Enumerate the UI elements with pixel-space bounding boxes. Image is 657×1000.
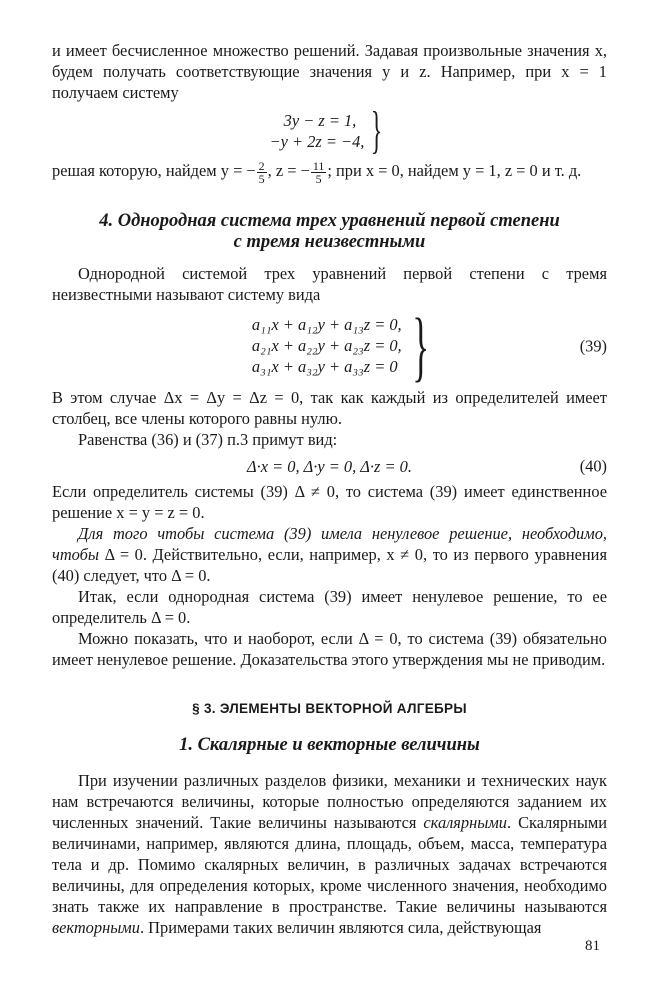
page-number: 81 — [585, 938, 600, 954]
equation-number: (40) — [579, 456, 607, 476]
paragraph — [52, 770, 607, 938]
text-run: Δ = 0. Действительно, если, например, x ≠ 0, то из первого уравнения (40) следует, что Δ = 0. — [52, 544, 607, 585]
text-run: . Примерами таких величин являются сила, действующая — [139, 917, 542, 937]
equation-line: Δ·x = 0, Δ·y = 0, Δ·z = 0. — [247, 456, 412, 476]
fraction-numerator: 11 — [312, 158, 325, 173]
paragraph: Равенства (36) и (37) п.3 примут вид: — [78, 429, 338, 449]
paragraph: В этом случае Δx = Δy = Δz = 0, так как каждый из определителей имеет столбец, все члены которого равны нулю. — [52, 387, 607, 428]
fraction-denominator: 5 — [315, 171, 322, 186]
equation-40 — [52, 456, 607, 477]
equation-39 — [52, 301, 607, 389]
fraction-numerator: 2 — [258, 158, 265, 173]
section-title — [52, 211, 607, 253]
italic-text: векторными — [52, 917, 140, 937]
text-run: ; при x = 0, найдем y = 1, z = 0 и т. д. — [327, 161, 582, 180]
paragraph — [52, 523, 607, 586]
right-brace: } — [371, 102, 383, 159]
equation-number: (39) — [579, 336, 607, 356]
equation-line: 3y − z = 1, — [283, 111, 357, 130]
text-run: решая которую, найдем y = − — [52, 161, 256, 180]
paragraph: Однородной системой трех уравнений первой степени с тремя неизвестными называют систему вида — [52, 263, 607, 304]
italic-text: скалярными — [423, 812, 507, 832]
text-run: . Скалярными величинами, например, являются длина, площадь, объем, масса, температура тела и др. Помимо скалярных величин, в различных задачах встречаются величины, для определения которых, кроме численного значения, необходимо знать также их направление в пространстве. Такие величины называются — [52, 812, 607, 916]
paragraph — [52, 159, 607, 185]
text-run: При изучении различных разделов физики, механики и технических наук нам встречаются величины, которые полностью определяются заданием их численных значений. Такие величины называются — [52, 770, 607, 832]
text-run: , z = − — [267, 161, 310, 180]
subsection-title: 1. Скалярные и векторные величины — [179, 734, 480, 755]
equation-line: −y + 2z = −4, — [269, 132, 365, 151]
paragraph: Если определитель системы (39) Δ ≠ 0, то система (39) имеет единственное решение x = y = z = 0. — [52, 481, 607, 522]
equation-line: a₃₁x + a₃₂y + a₃₃z = 0 — [251, 357, 398, 377]
equation-line: a₂₁x + a₂₂y + a₂₃z = 0, — [251, 336, 402, 356]
section-title-line: с тремя неизвестными — [233, 231, 426, 252]
page-content — [52, 40, 607, 938]
fraction — [311, 160, 327, 185]
equation-line: a₁₁x + a₁₂y + a₁₃z = 0, — [251, 315, 402, 335]
fraction — [257, 160, 267, 185]
paragraph: Можно показать, что и наоборот, если Δ = 0, то система (39) обязательно имеет ненулевое решение. Доказательства этого утверждения мы не приводим. — [52, 628, 607, 669]
fraction-denominator: 5 — [258, 171, 265, 186]
section-title-line: 4. Однородная система трех уравнений первой степени — [99, 210, 560, 231]
italic-text: Для того чтобы система (39) имела ненулевое решение, необходимо, чтобы — [52, 523, 607, 564]
equation-system-1 — [52, 102, 607, 159]
paragraph: и имеет бесчисленное множество решений. Задавая произвольные значения x, будем получать соответствующие значения y и z. Например, при x = 1 получаем систему — [52, 41, 607, 102]
chapter-title: § 3. ЭЛЕМЕНТЫ ВЕКТОРНОЙ АЛГЕБРЫ — [192, 700, 467, 716]
paragraph: Итак, если однородная система (39) имеет ненулевое решение, то ее определитель Δ = 0. — [52, 586, 607, 627]
right-brace: } — [411, 301, 429, 389]
